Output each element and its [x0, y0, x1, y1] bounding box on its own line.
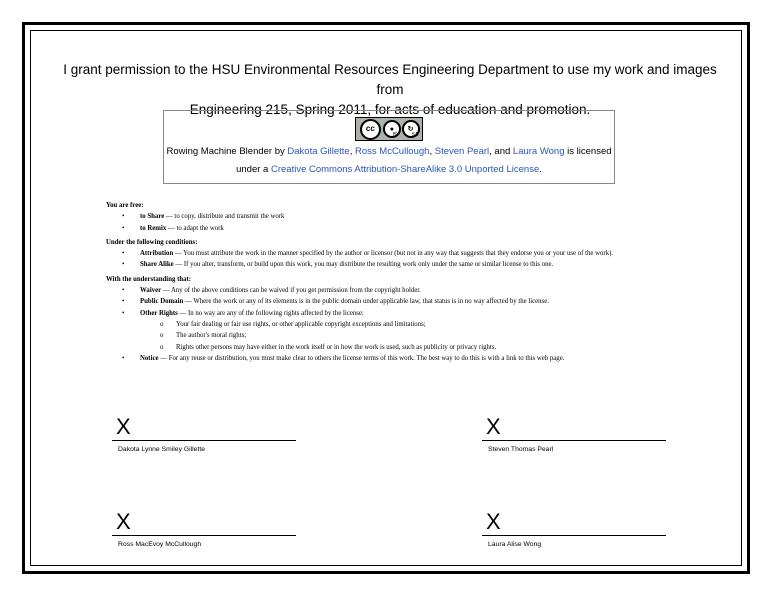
share-label: to Share: [140, 213, 165, 221]
bullet-icon: •: [122, 261, 125, 269]
list-item: [106, 342, 706, 353]
cc-by-sa-badge[interactable]: [355, 117, 423, 141]
sa-label: SA: [411, 132, 419, 138]
author-link-mccullough[interactable]: Ross McCullough: [355, 146, 430, 157]
author-link-gillette[interactable]: Dakota Gillette: [287, 146, 350, 157]
bullet-icon: •: [122, 213, 125, 221]
remix-text: — to adapt the work: [166, 224, 224, 232]
conditions-heading: Under the following conditions:: [106, 238, 198, 246]
separator: ,: [429, 146, 435, 157]
signature-block-mccullough: [112, 511, 302, 548]
cc-icon: cc: [360, 119, 381, 140]
share-alike-icon: ↻: [402, 120, 420, 138]
period: .: [539, 164, 542, 175]
signer-name: Ross MacEvoy McCullough: [118, 541, 202, 548]
bullet-icon: •: [122, 354, 125, 362]
signature-block-pearl: [482, 416, 672, 453]
under-text: under a: [236, 164, 271, 175]
signature-block-gillette: [112, 416, 302, 453]
signer-name: Dakota Lynne Smiley Gillette: [118, 446, 206, 453]
signer-name: Steven Thomas Pearl: [488, 446, 554, 453]
attribution-label: Attribution: [140, 250, 174, 258]
work-title: Rowing Machine Blender: [166, 146, 273, 157]
signature-mark[interactable]: X: [486, 509, 501, 534]
list-item: [106, 211, 706, 222]
public-domain-text: — Where the work or any of its elements is in the public domain under applicable law, that status is in no way affected by the license.: [183, 298, 549, 306]
signature-mark[interactable]: X: [116, 414, 131, 439]
remix-label: to Remix: [140, 224, 167, 232]
waiver-text: — Any of the above conditions can be waived if you get permission from the copyright holder.: [161, 287, 421, 295]
license-statement: [164, 143, 614, 179]
bullet-icon: •: [122, 298, 125, 306]
other-rights-sub-1: Your fair dealing or fair use rights, or other applicable copyright exceptions and limitations;: [176, 320, 426, 328]
share-text: — to copy, distribute and transmit the work: [164, 213, 285, 221]
list-item: [106, 248, 706, 259]
signature-line: [112, 535, 296, 536]
list-item: [106, 353, 706, 364]
list-item: [106, 285, 706, 296]
person-icon: ●: [383, 120, 401, 138]
list-item: [106, 330, 706, 341]
conditions-list: [106, 248, 706, 271]
signature-line: [482, 535, 666, 536]
list-item: [106, 223, 706, 234]
author-link-pearl[interactable]: Steven Pearl: [434, 146, 490, 157]
notice-text: — For any reuse or distribution, you must make clear to others the license terms of this work. The best way to do this is with a link to this web page.: [158, 354, 565, 362]
other-rights-sub-3: Rights other persons may have either in the work itself or in how the work is used, such as publicity or privacy rights.: [176, 343, 497, 351]
permission-line-1: I grant permission to the HSU Environmental Resources Engineering Department to use my work and images from: [63, 62, 717, 97]
author-link-wong[interactable]: Laura Wong: [512, 146, 565, 157]
free-heading: You are free:: [106, 202, 144, 209]
permission-line-2: Engineering 215, Spring 2011, for acts of education and promotion.: [189, 102, 591, 117]
other-rights-text: — In no way are any of the following rights affected by the license:: [177, 309, 364, 317]
signer-name: Laura Alise Wong: [488, 541, 542, 548]
other-rights-label: Other Rights: [140, 309, 178, 317]
signature-block-wong: [482, 511, 672, 548]
attribution-text: — You must attribute the work in the manner specified by the author or licensor (but not in any way that suggests that they endorse you or your use of the work).: [173, 250, 614, 258]
by-text: by: [272, 146, 288, 157]
public-domain-label: Public Domain: [140, 298, 184, 306]
license-terms: [106, 197, 706, 364]
signature-line: [112, 440, 296, 441]
list-item: [106, 259, 706, 270]
licensed-text: is licensed: [564, 146, 612, 157]
waiver-label: Waiver: [140, 287, 162, 295]
signature-mark[interactable]: X: [116, 509, 131, 534]
understanding-list: [106, 285, 706, 364]
free-list: [106, 211, 706, 234]
notice-label: Notice: [140, 354, 159, 362]
license-link[interactable]: Creative Commons Attribution-ShareAlike 3.0 Unported License: [270, 164, 540, 175]
other-rights-sub-2: The author's moral rights;: [176, 332, 247, 340]
license-box: [163, 110, 615, 184]
bullet-icon: •: [122, 250, 125, 258]
circle-bullet-icon: o: [160, 320, 164, 328]
separator: ,: [349, 146, 355, 157]
separator: , and: [489, 146, 513, 157]
signature-mark[interactable]: X: [486, 414, 501, 439]
by-label: BY: [392, 132, 400, 138]
circle-bullet-icon: o: [160, 332, 164, 340]
share-alike-text: — If you alter, transform, or build upon this work, you may distribute the resulting work only under the same or similar license to this one.: [173, 261, 554, 269]
understanding-heading: With the understanding that:: [106, 275, 192, 283]
share-alike-label: Share Alike: [140, 261, 174, 269]
circle-bullet-icon: o: [160, 343, 164, 351]
list-item: [106, 319, 706, 330]
list-item: [106, 296, 706, 307]
signature-line: [482, 440, 666, 441]
list-item: [106, 308, 706, 319]
bullet-icon: •: [122, 224, 125, 232]
bullet-icon: •: [122, 287, 125, 295]
bullet-icon: •: [122, 309, 125, 317]
